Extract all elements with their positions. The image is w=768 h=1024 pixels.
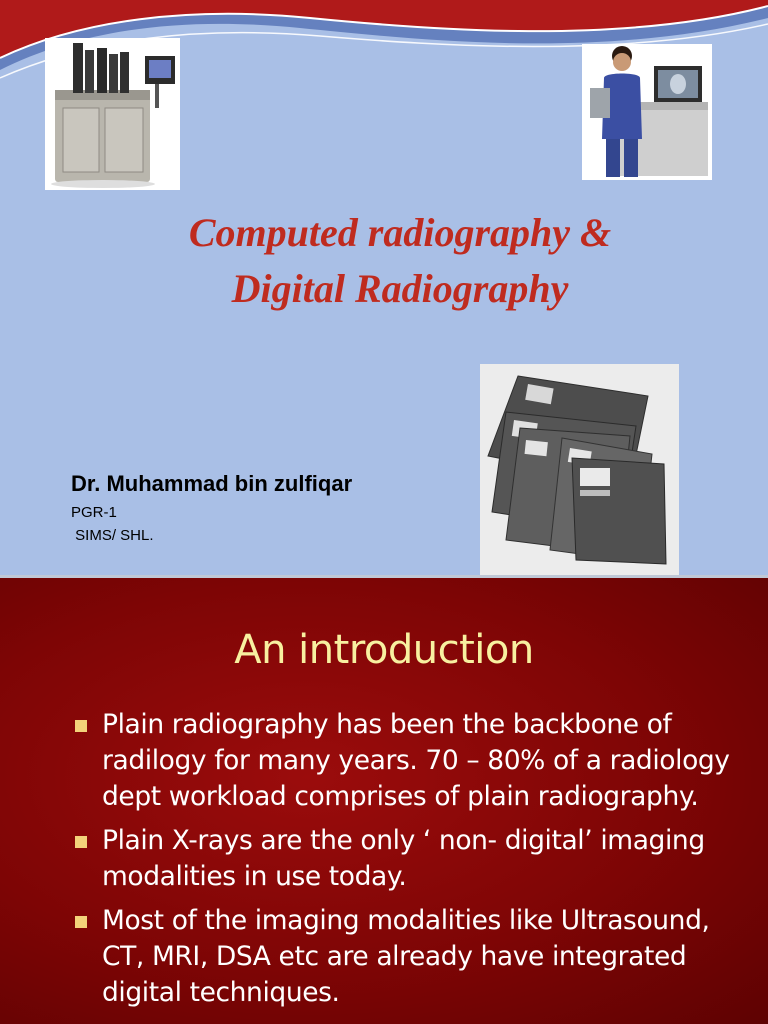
title-line-1: Computed radiography &: [188, 210, 612, 255]
technician-with-workstation-photo: [582, 44, 712, 180]
author-position: PGR-1: [71, 504, 117, 521]
bullet-text: Plain X-rays are the only ‘ non- digital’ imaging modalities in use today.: [102, 825, 705, 892]
presentation-title: [100, 205, 700, 317]
title-line-2: Digital Radiography: [231, 266, 569, 311]
bullet-item: [72, 707, 752, 815]
bullet-text: Most of the imaging modalities like Ultrasound, CT, MRI, DSA etc are already have integrated digital techniques.: [102, 905, 710, 1008]
bullet-text: Plain radiography has been the backbone of radilogy for many years. 70 – 80% of a radiology dept workload comprises of plain radiography.: [102, 709, 730, 812]
square-bullet-icon: [75, 836, 87, 848]
bullet-item: [72, 903, 752, 1011]
square-bullet-icon: [75, 916, 87, 928]
slide-title: An introduction: [234, 627, 534, 673]
cr-reader-machine-photo: [45, 38, 180, 190]
bullet-item: [72, 823, 752, 895]
author-institution: SIMS/ SHL.: [71, 527, 154, 544]
cr-cassettes-photo: [480, 364, 679, 575]
introduction-slide: [0, 575, 768, 1024]
bullet-list: [72, 707, 752, 1019]
square-bullet-icon: [75, 720, 87, 732]
slide-divider: [0, 575, 768, 578]
author-name: Dr. Muhammad bin zulfiqar: [71, 471, 353, 496]
